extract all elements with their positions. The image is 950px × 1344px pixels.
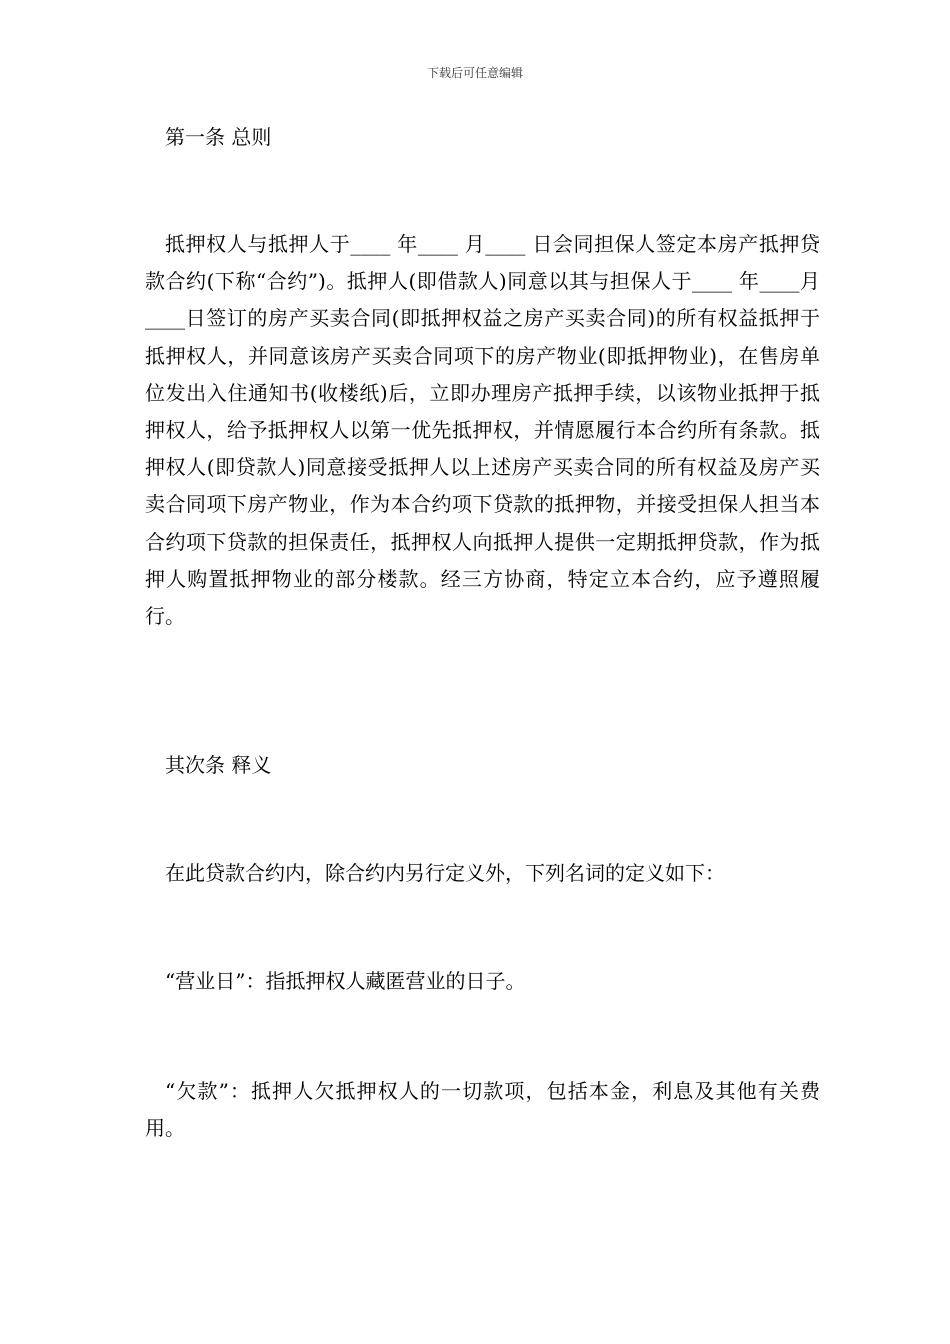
article-1-title: 第一条 总则 bbox=[165, 125, 272, 149]
header-note: 下载后可任意编辑 bbox=[426, 66, 523, 80]
article-1-paragraph: 抵押权人与抵押人于____ 年____ 月____ 日会同担保人签定本房产抵押贷款合约(下称“合约”)。抵押人(即借款人)同意以其与担保人于____ 年____月____日签订的房产买卖合同(即抵押权益之房产买卖合同)的所有权益抵押于抵押权人，并同意该房产买卖合同项下的房产物业(即抵押物业)，在售房单位发出入住通知书(收楼纸)后，立即办理房产抵押手续，以该物业抵押于抵押权人，给予抵押权人以第一优先抵押权，并情愿履行本合约所有条款。抵押权人(即贷款人)同意接受抵押人以上述房产买卖合同的所有权益及房产买卖合同项下房产物业，作为本合约项下贷款的抵押物，并接受担保人担当本合约项下贷款的担保责任，抵押权人向抵押人提供一定期抵押贷款，作为抵押人购置抵押物业的部分楼款。经三方协商，特定立本合约，应予遵照履行。 bbox=[145, 232, 820, 629]
definition-business-day: “营业日”：指抵押权人藏匿营业的日子。 bbox=[165, 969, 526, 993]
article-2-intro: 在此贷款合约内，除合约内另行定义外，下列名词的定义如下： bbox=[165, 861, 725, 885]
definition-debt: “欠款”：抵押人欠抵押权人的一切款项，包括本金，利息及其他有关费用。 bbox=[145, 1079, 820, 1141]
article-2-title: 其次条 释义 bbox=[165, 753, 272, 777]
